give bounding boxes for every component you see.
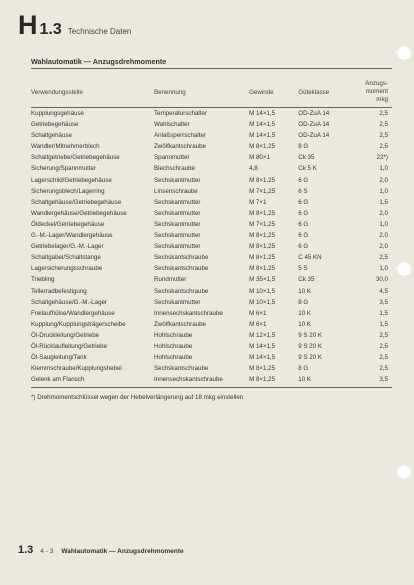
table-row [31,186,392,197]
divider [31,68,392,69]
table-cell: 2,5 [379,254,388,262]
table-cell: Linsenschraube [154,187,198,195]
table-cell: 1,0 [379,187,388,195]
table-cell: 8 G [298,143,309,151]
table-row [31,330,392,341]
table-cell: Sechskantmutter [154,243,201,251]
table-cell: 2,0 [379,232,388,240]
table-cell: 1,5 [379,198,388,206]
table-cell: Temperaturschalter [154,110,207,117]
table-cell: M 8×1,25 [249,232,276,240]
table-cell: Hohlschraube [154,331,193,339]
table-cell: M 14×1,5 [249,110,276,117]
table-cell: 3,5 [379,298,388,306]
table-cell: Wahlschalter [154,121,190,129]
table-row [31,141,392,152]
table-cell: Öl-Druckleitung/Getriebe [31,331,100,339]
table-cell: OD-ZuA 14 [298,110,330,117]
table-cell: Öl-Saugleitung/Tank [31,354,87,362]
table-cell: Anlaßsperrschalter [154,132,206,140]
column-header: Verwendungsstelle [31,88,83,96]
table-cell: OD-ZuA 14 [298,121,330,129]
table-row [31,363,392,374]
table-cell: Sicherungsblech/Lagerring [31,187,105,195]
table-cell: Blechschraube [154,165,195,173]
table-cell: M 8×1,25 [249,209,276,217]
table-cell: Innensechskantschraube [154,309,223,317]
table-cell: 10 K [298,376,311,384]
table-cell: Kupplung/Kupplungsträgerscheibe [31,320,126,328]
table-row [31,274,392,285]
table-cell: Freilaufhülse/Wandlergehäuse [31,309,115,317]
table-cell: 30,0 [375,276,388,284]
header-subtitle: Technische Daten [67,27,132,36]
torque-table [31,77,392,385]
table-cell: 1,5 [379,320,388,328]
table-row [31,286,392,297]
table-cell: M 8×1,25 [249,176,276,184]
table-cell: 6 G [298,176,309,184]
table-cell: M 35×1,5 [249,276,276,284]
table-cell: Lagersicherungsschraube [31,265,103,273]
table-cell: 2,5 [379,342,388,350]
table-cell: 2,0 [379,176,388,184]
table-cell: 8 G [298,298,309,306]
table-cell: M 8×1,25 [249,254,276,262]
table-cell: Öl-Rücklaufleitung/Getriebe [31,342,108,350]
table-cell: Kupplungsgehäuse [31,110,84,117]
table-row [31,152,392,163]
table-cell: Ck 5 K [298,165,317,173]
table-cell: Zwölfkantschraube [154,143,206,151]
table-cell: Spannmutter [154,154,190,162]
table-cell: 4,5 [379,287,388,295]
table-cell: 9 S 20 K [298,354,323,362]
table-cell: Sechskantschraube [154,287,209,295]
page-footer [18,544,184,556]
table-cell: Gelenk am Flansch [31,376,85,384]
table-row [31,108,392,120]
table-cell: Sechskantmutter [154,232,201,240]
table-cell: Sechskantmutter [154,198,201,206]
table-row [31,341,392,352]
table-cell: 3,5 [379,376,388,384]
table-cell: Rundmutter [154,276,187,284]
table-row [31,263,392,274]
table-cell: 2,5 [379,143,388,151]
table-cell: 2,5 [379,354,388,362]
table-cell: 10 K [298,287,311,295]
table-cell: 1,5 [379,309,388,317]
table-cell: Sechskantmutter [154,176,201,184]
table-cell: Sicherung/Spannmutter [31,165,97,173]
page-header [18,10,131,40]
table-row [31,130,392,141]
table-cell: M 7×1 [249,198,267,206]
binder-hole [397,262,411,276]
table-cell: Ck 35 [298,154,315,162]
table-row [31,219,392,230]
table-cell: Ck 35 [298,276,315,284]
table-cell: M 10×1,5 [249,298,276,306]
table-cell: 5 S [298,265,308,273]
divider [31,387,392,388]
table-cell: M 10×1,5 [249,287,276,295]
table-cell: Hohlschraube [154,342,193,350]
table-cell: 22*) [376,154,388,162]
table-cell: 1,0 [379,165,388,173]
table-row [31,163,392,174]
table-cell: M 80×1 [249,154,270,162]
table-cell: M 8×1,25 [249,365,276,373]
header-letter: H [18,10,38,40]
table-cell: Getriebelager/G.-M.-Lager [31,243,104,251]
table-row [31,308,392,319]
table-row [31,208,392,219]
table-cell: Sechskantmutter [154,209,201,217]
binder-hole [397,465,411,479]
table-row [31,374,392,385]
table-cell: 2,5 [379,132,388,140]
table-cell: M 6×1 [249,309,267,317]
table-cell: M 14×1,5 [249,121,276,129]
table-cell: M 8×1,25 [249,143,276,151]
binder-hole [397,46,411,60]
table-cell: 9 S 20 K [298,342,323,350]
table-cell: 9 S 20 K [298,331,323,339]
footer-title: Wahlautomatik — Anzugsdrehmomente [61,548,184,555]
table-cell: Klemmschraube/Kupplungshebel [31,365,122,373]
table-cell: 1,0 [379,265,388,273]
table-cell: 6 G [298,243,309,251]
table-header-row [31,77,392,108]
table-cell: Sechskantschraube [154,254,209,262]
column-header: Anzugs- moment mkg [365,80,388,103]
table-cell: Zwölfkantschraube [154,320,206,328]
table-cell: Sechskantmutter [154,220,201,228]
footer-number: 1.3 [18,544,34,556]
table-cell: 6 G [298,220,309,228]
table-cell: Sechskantschraube [154,265,209,273]
column-header: Benennung [154,88,186,96]
table-cell: M 14×1,5 [249,132,276,140]
table-cell: OD-ZuA 14 [298,132,330,140]
table-cell: M 7×1,25 [249,220,276,228]
table-cell: 2,5 [379,331,388,339]
table-cell: Tellerradbefestigung [31,287,87,295]
table-cell: M 6×1 [249,320,267,328]
table-cell: 4,8 [249,165,258,173]
table-cell: Sechskantmutter [154,298,201,306]
table-cell: Schaltgetriebe/Getriebegehäuse [31,154,120,162]
table-cell: Hohlschraube [154,354,193,362]
table-cell: 2,5 [379,110,388,117]
footnote: *) Drehmomentschlüssel wegen der Hebelverlängerung auf 18 mkg einstellen [31,394,244,401]
table-cell: C 45 KN [298,254,322,262]
table-cell: Innensechskantschraube [154,376,223,384]
table-cell: 8 G [298,365,309,373]
table-row [31,230,392,241]
table-cell: M 12×1,5 [249,331,276,339]
footer-page-number: 4 - 3 [40,548,54,555]
table-cell: Schaltgehäuse [31,132,72,140]
table-cell: Schaltgehäuse/G.-M.-Lager [31,298,108,306]
table-cell: 10 K [298,320,311,328]
table-cell: 10 K [298,309,311,317]
table-row [31,297,392,308]
table-cell: Triebling [31,276,55,284]
table-cell: 1,0 [379,220,388,228]
column-header: Güteklasse [298,88,330,96]
column-header: Gewinde [249,88,274,96]
table-cell: 2,0 [379,243,388,251]
table-body [31,108,392,386]
table-cell: Sechskantschraube [154,365,209,373]
table-cell: M 8×1,25 [249,265,276,273]
table-row [31,352,392,363]
table-row [31,197,392,208]
table-cell: M 14×1,5 [249,342,276,350]
table-cell: 2,5 [379,365,388,373]
table-cell: M 14×1,5 [249,354,276,362]
table-cell: Öldeckel/Getriebegehäuse [31,220,105,228]
table-row [31,252,392,263]
table-cell: Schaltgehäuse/Getriebegehäuse [31,198,122,206]
table-cell: M 7×1,25 [249,187,276,195]
table-cell: 6 G [298,198,309,206]
table-cell: M 8×1,25 [249,243,276,251]
table-cell: G.-M.-Lager/Wandlergehäuse [31,232,113,240]
table-cell: Schaltgabel/Schaltstange [31,254,101,262]
table-cell: 2,0 [379,209,388,217]
header-number: 1.3 [39,21,62,38]
table-cell: Wandlergehäuse/Getriebegehäuse [31,209,127,217]
table-cell: 2,5 [379,121,388,129]
table-row [31,241,392,252]
table-cell: 6 G [298,232,309,240]
table-cell: M 8×1,25 [249,376,276,384]
table-cell: 6 G [298,209,309,217]
table-cell: Getriebegehäuse [31,121,79,129]
table-cell: Wandler/Mitnehmerblech [31,143,100,151]
table-row [31,119,392,130]
table-row [31,319,392,330]
section-title: Wahlautomatik — Anzugsdrehmomente [31,57,167,66]
table-cell: Lagerschild/Getriebegehäuse [31,176,112,184]
table-cell: 6 S [298,187,308,195]
table-row [31,175,392,186]
